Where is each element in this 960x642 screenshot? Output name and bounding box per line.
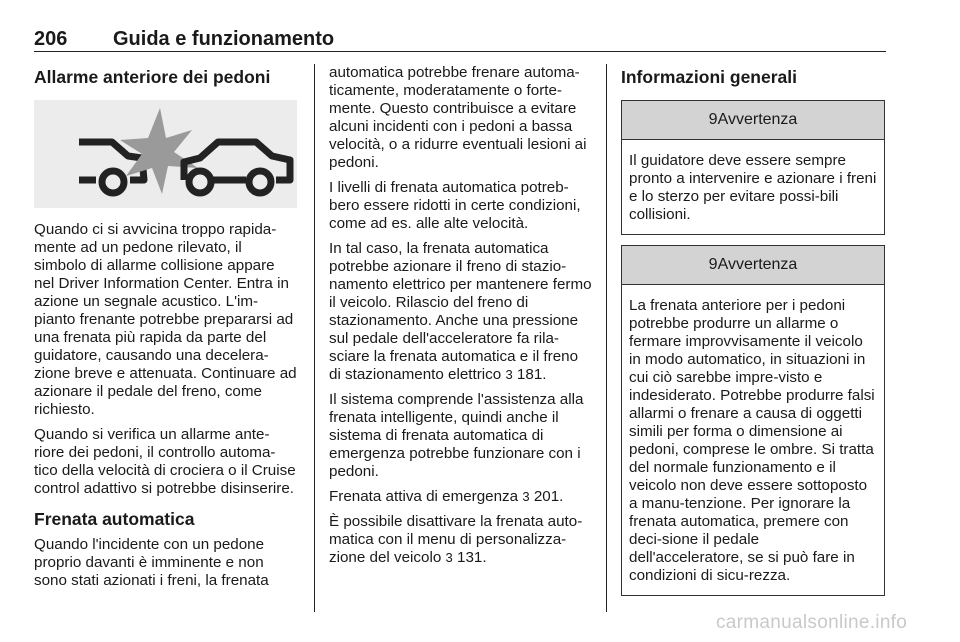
warning-header: [622, 101, 884, 140]
section-title: Allarme anteriore dei pedoni: [34, 67, 271, 87]
page-ref-201[interactable]: 201.: [533, 488, 564, 505]
warning-text: Il guidatore deve essere sempre pronto a intervenire e azionare i freni e lo sterzo per evitare possi-bili collisioni.: [629, 152, 877, 223]
paragraph-intelligent-assist: Il sistema comprende l'assistenza alla frenata intelligente, quindi anche il sistema di frenata automatica di emergenza potrebbe funzionare con i pedoni.: [329, 391, 584, 480]
running-header-title: Guida e funzionamento: [113, 28, 335, 50]
collision-warning-illustration: [34, 100, 297, 208]
paragraph-active-emergency: [329, 488, 592, 506]
general-info-title: Informazioni generali: [621, 67, 797, 87]
column-divider-1: [314, 64, 315, 612]
warning-header: [622, 246, 884, 285]
paragraph-approach-warning: Quando ci si avvicina troppo rapida-mente ad un pedone rilevato, il simbolo di allarme collisione appare nel Driver Information Center. Entra in azione un segnale acustico. L'im-pianto frenante potrebbe prepararsi ad una frenata più rapida da parte del guidatore, causando una decelera-zione breve e attenuata. Continuare ad azionare il pedale del freno, come richiesto.: [34, 221, 297, 418]
warning-label: Avvertenza: [717, 256, 798, 273]
collision-icon: [34, 100, 297, 208]
page-ref-181[interactable]: 181.: [516, 366, 547, 383]
active-emergency-text: Frenata attiva di emergenza: [329, 488, 519, 505]
paragraph-parking-brake: [329, 240, 592, 384]
paragraph-auto-brake-intro: Quando l'incidente con un pedone proprio davanti è imminente e non sono stati azionati i freni, la frenata: [34, 536, 269, 589]
paragraph-disable: [329, 513, 592, 567]
warning-icon: 9: [708, 256, 718, 273]
page-ref-icon: 3: [445, 550, 453, 565]
paragraph-cruise-disengage: Quando si verifica un allarme ante-riore dei pedoni, il controllo automa-tico della velocità di crociera o il Cruise control adattivo si potrebbe disinserire.: [34, 426, 296, 497]
parking-brake-text: In tal caso, la frenata automatica potrebbe azionare il freno di stazio-namento elettrico per mantenere fermo il veicolo. Rilascio del freno di stazionamento. Anche una pressione sul pedale dell'acceleratore fa rila-sciare la frenata automatica e il freno di stazionamento elettrico: [329, 240, 592, 383]
warning-box-1: [621, 100, 885, 235]
paragraph-brake-levels: I livelli di frenata automatica potreb-bero essere ridotti in certe condizioni, come ad es. alle alte velocità.: [329, 179, 581, 232]
column-3: [621, 64, 885, 606]
column-1: [34, 64, 298, 597]
paragraph-auto-brake-effect: automatica potrebbe frenare automa-ticamente, moderatamente o forte-mente. Questo contribuisce a evitare alcuni incidenti con i pedoni a bassa velocità, o a ridurre eventuali lesioni ai pedoni.: [329, 64, 587, 171]
warning-text: La frenata anteriore per i pedoni potrebbe produrre un allarme o fermare improvvisamente il veicolo in modo automatico, in situazioni in cui ciò sarebbe impre-visto e indesiderato. Potrebbe produrre falsi allarmi o frenare a causa di oggetti simili per forma o dimensione ai pedoni, comprese le ombre. Si tratta del normale funzionamento e il veicolo non deve essere sottoposto a manu-tenzione. Per ignorare la frenata automatica, premere con deci-sione il pedale dell'acceleratore, se si può fare in condizioni di sicu-rezza.: [629, 297, 875, 584]
page-number: 206: [34, 28, 68, 50]
header-rule: [34, 51, 886, 52]
warning-icon: 9: [708, 111, 718, 128]
page-ref-icon: 3: [522, 489, 530, 504]
subsection-title: Frenata automatica: [34, 509, 195, 529]
page-ref-icon: 3: [505, 367, 513, 382]
disable-text: È possibile disattivare la frenata auto-matica con il menu di personalizza-zione del veicolo: [329, 513, 583, 566]
column-divider-2: [606, 64, 607, 612]
warning-box-2: [621, 245, 885, 596]
watermark: carmanualsonline.info: [716, 612, 908, 633]
column-2: [329, 64, 592, 574]
warning-label: Avvertenza: [717, 111, 798, 128]
page-ref-131[interactable]: 131.: [457, 549, 487, 566]
